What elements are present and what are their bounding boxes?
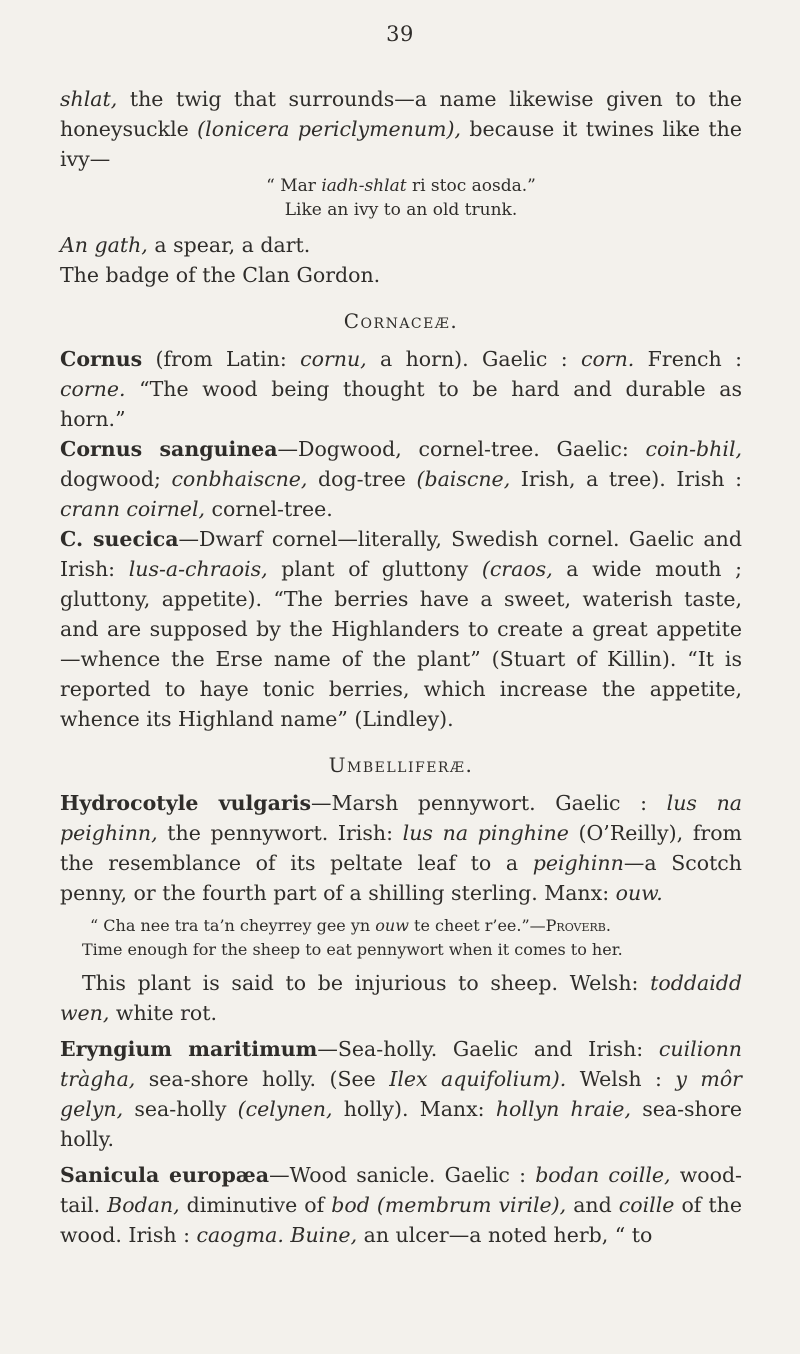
page-number: 39 [386, 22, 414, 46]
entry-sanicula: Sanicula europæa—Wood sanicle. Gaelic : bodan coille, wood-tail. Bodan, diminutive of bod (membrum virile), and coille of the wood. Irish : caogma. Buine, an ulcer—a noted herb, “ to [60, 1163, 742, 1247]
page-body [60, 84, 742, 1250]
quote-translation: Like an ivy to an old trunk. [284, 200, 518, 220]
shlat-entry: shlat, the twig that surrounds—a name likewise given to the honeysuckle (lonicera periclymenum), because it twines like the ivy— [60, 87, 743, 171]
proverb-translation: Time enough for the sheep to eat pennywort when it comes to her. [82, 940, 623, 959]
entry-hydrocotyle: Hydrocotyle vulgaris—Marsh pennywort. Gaelic : lus na peighinn, the pennywort. Irish: lus na pinghine (O’Reilly), from the resemblance of its peltate leaf to a peighinn—a Scotch penny, or the fourth part of a shilling sterling. Manx: ouw. [60, 791, 742, 905]
sheep-note: This plant is said to be injurious to sheep. Welsh: toddaidd wen, white rot. [60, 971, 742, 1025]
entry-cornus-sanguinea: Cornus sanguinea—Dogwood, cornel-tree. Gaelic: coin-bhil, dogwood; conbhaiscne, dog-tree (baiscne, Irish, a tree). Irish : crann coirnel, cornel-tree. [60, 437, 743, 521]
entry-c-suecica: C. suecica—Dwarf cornel—literally, Swedish cornel. Gaelic and Irish: lus-a-chraois, plant of gluttony (craos, a wide mouth ; gluttony, appetite). “The berries have a sweet, waterish taste, and are supposed by the Highlanders to create a great appetite—whence the Erse name of the plant” (Stuart of Killin). “It is reported to haye tonic berries, which increase the appetite, whence its Highland name” (Lindley). [60, 527, 743, 731]
entry-cornus: Cornus (from Latin: cornu, a horn). Gaelic : corn. French : corne. “The wood being thought to be hard and durable as horn.” [60, 347, 742, 431]
section-heading-umbelliferae: Umbelliferæ. [328, 753, 474, 777]
section-heading-cornaceae: Cornaceæ. [343, 309, 459, 333]
gordon-badge-note: The badge of the Clan Gordon. [60, 263, 381, 287]
shlat-quote [60, 174, 742, 222]
gath-entry: An gath, a spear, a dart. [60, 233, 311, 257]
entry-eryngium: Eryngium maritimum—Sea-holly. Gaelic and Irish: cuilionn tràgha, sea-shore holly. (See Ilex aquifolium). Welsh : y môr gelyn, sea-holly (celynen, holly). Manx: hollyn hraie, sea-shore holly. [60, 1037, 743, 1151]
gaelic-quote: “ Mar iadh-shlat ri stoc aosda.” [266, 176, 536, 196]
manx-proverb: “ Cha nee tra ta’n cheyrrey gee yn ouw te cheet r’ee.”—Proverb. [90, 916, 611, 935]
